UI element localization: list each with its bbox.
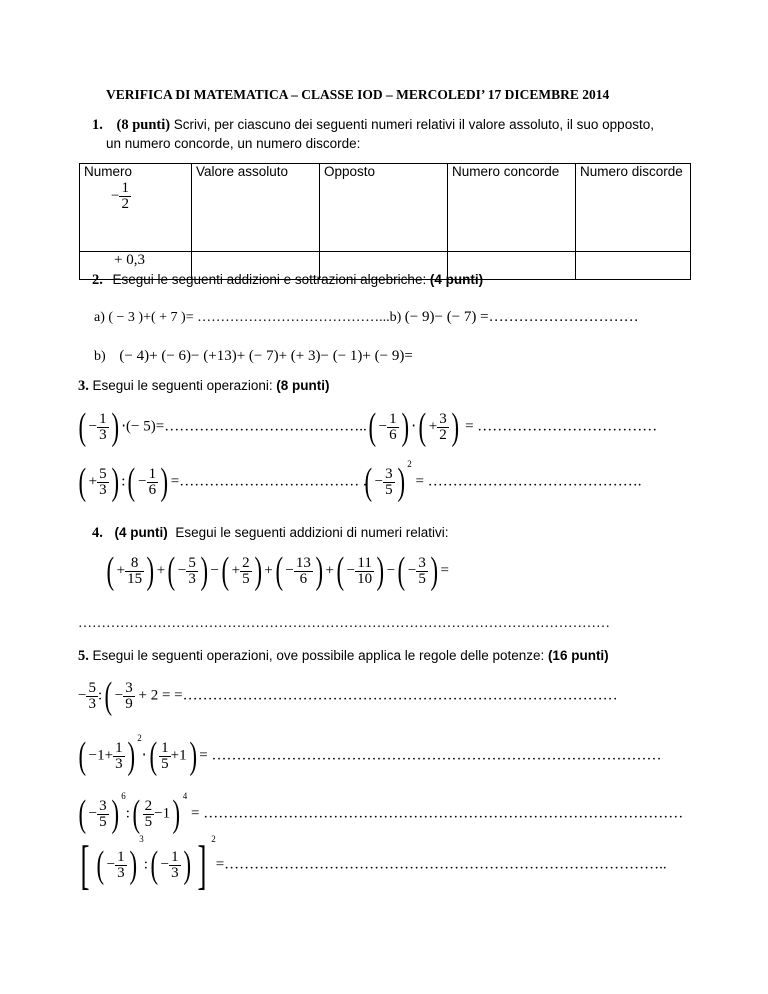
q2-heading	[92, 272, 483, 289]
q5-expr-4: [ ( − $\frac{1}{3}$ )$^3$:( − $\frac{1}{3}$ ) ] $^2$=……………………………………………………………………………..	[80, 834, 667, 895]
q4-expression: ( + $\frac{8}{15}$ ) +( − $\frac{5}{3}$ ) −( + $\frac{2}{5}$ ) +( − $\frac{13}{6}$ ) +( − $\frac{11}{10}$ ) −( − $\frac{3}{5}$ ) =	[106, 550, 449, 592]
q2-number: 2.	[92, 272, 103, 288]
q4-number: 4.	[92, 525, 103, 541]
q1-number: 1.	[92, 117, 103, 133]
minus-sign: −	[111, 187, 120, 204]
q2-b-label: b)	[94, 349, 106, 364]
q3-text: Esegui le seguenti operazioni:	[92, 378, 273, 393]
page-title: VERIFICA DI MATEMATICA – CLASSE IOD – MERCOLEDI’ 17 DICEMBRE 2014	[106, 87, 610, 102]
q3-expr-1: ( − $\frac{1}{3}$ ) ⋅(− 5)=…………………………………..	[78, 406, 367, 448]
q1-points: (8 punti)	[116, 117, 171, 133]
q5-expr-1: − $\frac{5}{3}$ :( − $\frac{3}{9}$ + 2 = =……………………………………………………………………………	[78, 675, 618, 717]
header-opposto: Opposto	[320, 164, 448, 252]
header-numero-discorde: Numero discorde	[576, 164, 691, 252]
q3-number: 3.	[78, 378, 89, 394]
q1-text: Scrivi, per ciascuno dei seguenti numeri relativi il valore assoluto, il suo opposto,	[173, 117, 654, 132]
q4-points: (4 punti)	[114, 525, 168, 540]
q5-expr-3: ( − $\frac{3}{5}$ ) $^6$:( $\frac{2}{5}$ −1) $^4$ = ……………………………………………………………………………………	[78, 791, 684, 835]
q5-e1-eq: + 2 = =……………………………………………………………………………	[138, 687, 618, 704]
q3-e1-tail: ⋅(− 5)=…………………………………..	[121, 418, 367, 435]
q5-number: 5.	[78, 648, 89, 664]
q5-e4-eq: =……………………………………………………………………………..	[215, 856, 667, 873]
frac-den: 2	[121, 196, 129, 212]
q2-b1-expr: (− 9)− (− 7) =…………………………	[404, 309, 639, 325]
q4-heading	[92, 525, 449, 542]
frac-num: 1	[121, 180, 129, 196]
q2-points: (4 punti)	[429, 272, 484, 287]
header-valore-assoluto: Valore assoluto	[192, 164, 320, 252]
header-numero: Numero	[84, 164, 133, 179]
q3-expr-2: ( − $\frac{1}{6}$ ) ⋅( + $\frac{3}{2}$ ) = ………………………………	[368, 406, 658, 448]
q4-text: Esegui le seguenti addizioni di numeri relativi:	[175, 525, 449, 540]
q3-e2-eq: = ………………………………	[465, 418, 658, 435]
q3-expr-4: ( − $\frac{3}{5}$ ) $^2$ = …………………………………….	[364, 459, 642, 503]
q5-e3-eq: = ……………………………………………………………………………………	[190, 805, 684, 822]
q3-e4-eq: = …………………………………….	[415, 473, 642, 490]
row2-value: + 0,3	[114, 252, 145, 268]
q5-heading	[78, 648, 609, 665]
q3-heading	[78, 378, 330, 395]
q5-points: (16 punti)	[547, 648, 609, 663]
q1-table	[79, 163, 691, 280]
q2-a	[94, 309, 639, 326]
q5-text: Esegui le seguenti operazioni, ove possibile applica le regole delle potenze:	[92, 648, 545, 663]
q2-b	[94, 348, 413, 365]
header-numero-concorde: Numero concorde	[448, 164, 576, 252]
q1-line1	[92, 117, 654, 134]
q3-points: (8 punti)	[276, 378, 330, 393]
q5-expr-2: ( −1+ $\frac{1}{3}$ ) $^2$⋅( $\frac{1}{5}$ +1) = ………………………………………………………………………………	[78, 733, 662, 777]
q3-expr-3: ( + $\frac{5}{3}$ ) :( − $\frac{1}{6}$ ) =……………………………… .	[78, 461, 367, 503]
q2-b-expr: (− 4)+ (− 6)− (+13)+ (− 7)+ (+ 3)− (− 1)+ (− 9)=	[119, 348, 413, 364]
cell	[576, 252, 691, 280]
q1-text-line2: un numero concorde, un numero discorde:	[106, 136, 361, 151]
q4-answer-line: ……………………………………………………………………………………………………	[78, 616, 610, 631]
q2-a-expr: a) ( − 3 )+( + 7 )= …………………………………...b)	[94, 310, 402, 325]
q2-text: Esegui le seguenti addizioni e sottrazioni algebriche:	[112, 272, 427, 287]
q3-e3-eq: =……………………………… .	[170, 473, 367, 490]
number-minus-half	[111, 181, 187, 212]
q5-e2-eq: = ………………………………………………………………………………	[199, 747, 662, 764]
number-column	[80, 164, 192, 252]
